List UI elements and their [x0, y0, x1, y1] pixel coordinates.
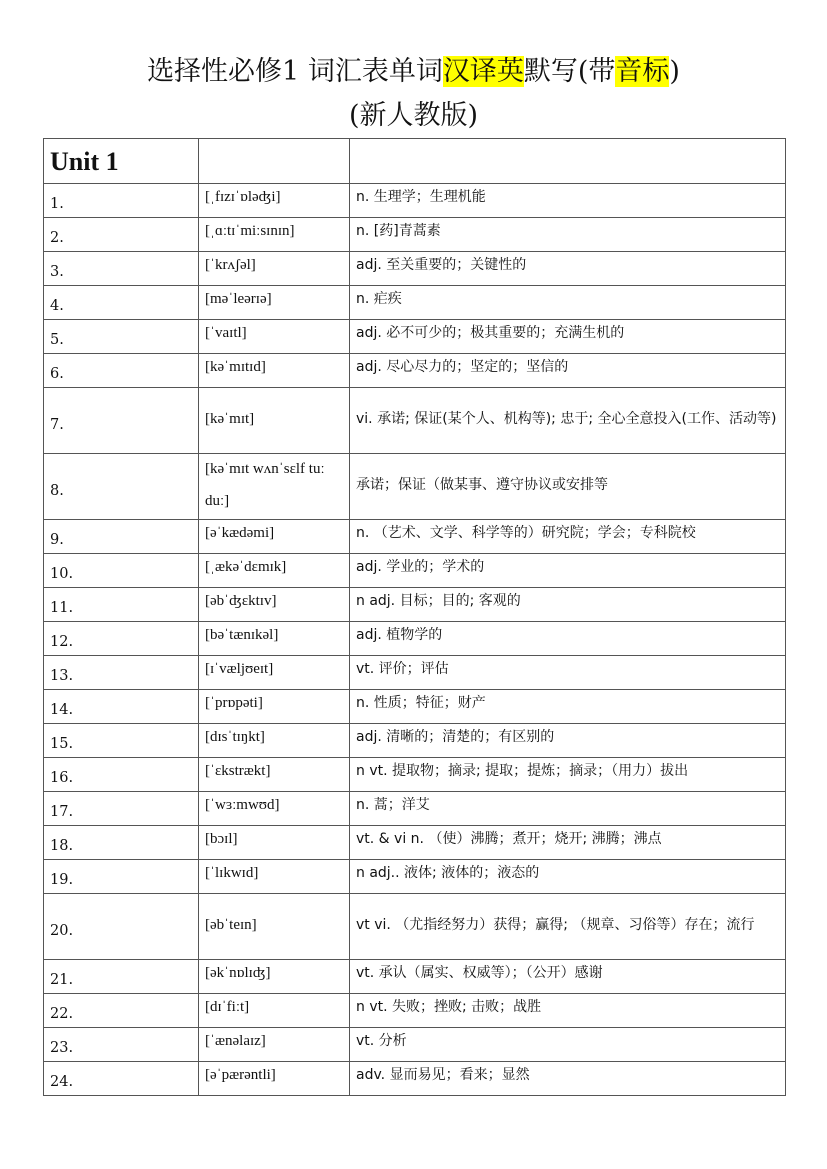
word-number-text: 4.: [50, 298, 64, 314]
meaning-cell: [350, 184, 786, 218]
table-row: [44, 252, 786, 286]
meaning-cell: [350, 218, 786, 252]
meaning-cell-text: n. 性质；特征；财产: [356, 695, 486, 711]
word-number-text: 20.: [50, 922, 74, 939]
phonetic-cell: [199, 184, 350, 218]
phonetic-cell: [199, 894, 350, 960]
word-number-text: 24.: [50, 1074, 74, 1090]
document-subtitle: (新人教版): [348, 100, 479, 131]
meaning-cell: [350, 320, 786, 354]
table-row: [44, 622, 786, 656]
meaning-cell: [350, 388, 786, 454]
table-row: [44, 184, 786, 218]
phonetic-cell: [199, 1028, 350, 1062]
word-number: [44, 656, 199, 690]
table-row: [44, 454, 786, 520]
meaning-cell-text: n adj. 目标；目的; 客观的: [356, 593, 521, 609]
phonetic-cell-text: [ˈænəlaɪz]: [205, 1033, 266, 1049]
meaning-cell-text: adj. 必不可少的；极其重要的；充满生机的: [356, 325, 625, 341]
meaning-cell: [350, 860, 786, 894]
word-number-text: 19.: [50, 872, 74, 888]
phonetic-cell-text: [kəˈmɪt]: [205, 410, 255, 427]
table-row: [44, 218, 786, 252]
phonetic-cell-text: [ˈkrʌʃəl]: [205, 257, 256, 273]
title-text-3: ): [669, 56, 680, 87]
word-number: [44, 1028, 199, 1062]
word-number: [44, 454, 199, 520]
table-row: [44, 960, 786, 994]
table-row: [44, 826, 786, 860]
word-number: [44, 622, 199, 656]
phonetic-cell-text: [ˈwɜːmwʊd]: [205, 797, 280, 813]
meaning-cell: [350, 792, 786, 826]
table-row: [44, 860, 786, 894]
meaning-cell-text: vt vi. （尤指经努力）获得；赢得; （规章、习俗等）存在；流行: [356, 916, 755, 933]
word-number-text: 1.: [50, 196, 64, 212]
word-number: [44, 252, 199, 286]
title-text-1: 选择性必修1 词汇表单词: [147, 56, 443, 87]
meaning-cell-text: adj. 学业的；学术的: [356, 559, 485, 575]
meaning-cell: [350, 758, 786, 792]
phonetic-cell: [199, 656, 350, 690]
phonetic-cell: [199, 792, 350, 826]
vocab-table: [43, 138, 786, 1096]
word-number-text: 18.: [50, 838, 74, 854]
meaning-cell-text: vt. 分析: [356, 1033, 407, 1049]
phonetic-cell-text: [əˈkædəmi]: [205, 525, 275, 541]
phonetic-cell-text: [bəˈtænɪkəl]: [205, 627, 279, 643]
word-number-text: 17.: [50, 804, 74, 820]
word-number-text: 6.: [50, 366, 64, 382]
meaning-cell-text: n. [药]青蒿素: [356, 223, 441, 239]
word-number-text: 15.: [50, 736, 74, 752]
word-number: [44, 792, 199, 826]
phonetic-cell: [199, 354, 350, 388]
word-number-text: 3.: [50, 264, 64, 280]
meaning-cell: [350, 1062, 786, 1096]
table-row: [44, 520, 786, 554]
unit-heading: Unit 1: [44, 139, 199, 184]
phonetic-cell: [199, 1062, 350, 1096]
word-number: [44, 554, 199, 588]
phonetic-cell-text: [əˈpærəntli]: [205, 1067, 276, 1083]
word-number: [44, 724, 199, 758]
phonetic-cell: [199, 320, 350, 354]
word-number-text: 2.: [50, 230, 64, 246]
meaning-cell-text: vt. 评价；评估: [356, 661, 449, 677]
word-number-text: 13.: [50, 668, 74, 684]
table-row: [44, 656, 786, 690]
meaning-cell: [350, 622, 786, 656]
phonetic-cell-text: [ɪˈvæljʊeɪt]: [205, 661, 274, 677]
meaning-cell: [350, 656, 786, 690]
meaning-cell: [350, 520, 786, 554]
table-header-row: [44, 139, 786, 184]
table-row: [44, 690, 786, 724]
word-number: [44, 894, 199, 960]
table-row: [44, 994, 786, 1028]
meaning-cell: [350, 690, 786, 724]
word-number-text: 10.: [50, 566, 74, 582]
word-number: [44, 218, 199, 252]
phonetic-cell-text: [ˈvaɪtl]: [205, 325, 247, 341]
meaning-cell-text: n adj.. 液体; 液体的；液态的: [356, 865, 540, 881]
table-row: [44, 354, 786, 388]
meaning-cell-text: adj. 尽心尽力的；坚定的；坚信的: [356, 359, 569, 375]
word-number-text: 16.: [50, 770, 74, 786]
meaning-cell-text: 承诺；保证（做某事、遵守协议或安排等: [356, 476, 608, 493]
table-row: [44, 792, 786, 826]
meaning-cell: [350, 554, 786, 588]
word-number: [44, 320, 199, 354]
word-number: [44, 354, 199, 388]
word-number-text: 5.: [50, 332, 64, 348]
meaning-cell-text: n. 蒿；洋艾: [356, 797, 430, 813]
table-row: [44, 554, 786, 588]
word-number: [44, 588, 199, 622]
phonetic-cell-text: [ˌfɪzɪˈɒləʤi]: [205, 189, 281, 205]
word-number-text: 9.: [50, 532, 64, 548]
phonetic-cell: [199, 960, 350, 994]
meaning-cell-text: vt. 承认（属实、权威等）；（公开）感谢: [356, 965, 603, 981]
word-number-text: 11.: [50, 600, 74, 616]
meaning-cell-text: n vt. 提取物；摘录; 提取；提炼；摘录；（用力）拔出: [356, 763, 689, 779]
table-row: [44, 588, 786, 622]
phonetic-cell-text: [əbˈteɪn]: [205, 916, 257, 933]
word-number: [44, 758, 199, 792]
title-highlight-2: 音标: [615, 56, 670, 87]
header-phonetic-cell: [199, 139, 350, 184]
meaning-cell: [350, 1028, 786, 1062]
table-row: [44, 894, 786, 960]
meaning-cell: [350, 454, 786, 520]
word-number: [44, 286, 199, 320]
meaning-cell-text: adj. 至关重要的；关键性的: [356, 257, 527, 273]
phonetic-cell: [199, 286, 350, 320]
phonetic-cell: [199, 724, 350, 758]
phonetic-cell-text: [ˈlɪkwɪd]: [205, 865, 259, 881]
meaning-cell-text: adv. 显而易见；看来；显然: [356, 1067, 530, 1083]
phonetic-cell-text: [ˈprɒpəti]: [205, 695, 263, 711]
word-number: [44, 826, 199, 860]
phonetic-cell-text: [bɔɪl]: [205, 831, 238, 847]
meaning-cell-text: adj. 植物学的: [356, 627, 443, 643]
word-number: [44, 1062, 199, 1096]
word-number-text: 21.: [50, 972, 74, 988]
meaning-cell-text: n. 生理学；生理机能: [356, 189, 486, 205]
word-number-text: 23.: [50, 1040, 74, 1056]
word-number: [44, 690, 199, 724]
document-title: [0, 52, 827, 92]
meaning-cell: [350, 994, 786, 1028]
meaning-cell: [350, 354, 786, 388]
meaning-cell-text: adj. 清晰的；清楚的；有区别的: [356, 729, 555, 745]
phonetic-cell-text: [ˈɛkstrækt]: [205, 763, 271, 779]
phonetic-cell: [199, 588, 350, 622]
phonetic-cell-text: [əkˈnɒlɪʤ]: [205, 965, 271, 981]
phonetic-cell: [199, 622, 350, 656]
meaning-cell: [350, 894, 786, 960]
phonetic-cell: [199, 860, 350, 894]
title-highlight-1: 汉译英: [442, 56, 524, 87]
phonetic-cell: [199, 252, 350, 286]
word-number: [44, 860, 199, 894]
phonetic-cell: [199, 520, 350, 554]
word-number: [44, 960, 199, 994]
table-row: [44, 724, 786, 758]
phonetic-cell: [199, 826, 350, 860]
word-number: [44, 388, 199, 454]
phonetic-cell: [199, 758, 350, 792]
meaning-cell-text: vi. 承诺; 保证(某个人、机构等); 忠于; 全心全意投入(工作、活动等): [356, 410, 777, 427]
table-row: [44, 320, 786, 354]
meaning-cell-text: n. 疟疾: [356, 291, 402, 307]
phonetic-cell: [199, 690, 350, 724]
meaning-cell: [350, 724, 786, 758]
table-row: [44, 1062, 786, 1096]
table-row: [44, 758, 786, 792]
phonetic-cell-text: [dɪsˈtɪŋkt]: [205, 729, 265, 745]
header-meaning-cell: [350, 139, 786, 184]
phonetic-cell-text: [dɪˈfiːt]: [205, 999, 250, 1015]
meaning-cell-text: n vt. 失败；挫败; 击败；战胜: [356, 999, 542, 1015]
meaning-cell: [350, 286, 786, 320]
word-number-text: 22.: [50, 1006, 74, 1022]
phonetic-cell-text: [ˌækəˈdɛmɪk]: [205, 559, 287, 575]
phonetic-cell: [199, 994, 350, 1028]
word-number: [44, 184, 199, 218]
word-number-text: 14.: [50, 702, 74, 718]
phonetic-cell-text: [məˈleərɪə]: [205, 291, 272, 307]
table-row: [44, 286, 786, 320]
word-number-text: 12.: [50, 634, 74, 650]
table-row: [44, 388, 786, 454]
meaning-cell: [350, 960, 786, 994]
phonetic-cell: [199, 388, 350, 454]
phonetic-cell-text: [kəˈmɪt wʌnˈsɛlf tuː duː]: [205, 460, 325, 509]
phonetic-cell: [199, 218, 350, 252]
meaning-cell: [350, 252, 786, 286]
phonetic-cell-text: [əbˈʤɛktɪv]: [205, 593, 277, 609]
word-number: [44, 994, 199, 1028]
phonetic-cell-text: [ˌɑːtɪˈmiːsɪnɪn]: [205, 223, 295, 239]
word-number-text: 8.: [50, 482, 64, 499]
meaning-cell: [350, 826, 786, 860]
table-row: [44, 1028, 786, 1062]
meaning-cell-text: n. （艺术、文学、科学等的）研究院；学会；专科院校: [356, 525, 696, 541]
phonetic-cell: [199, 454, 350, 520]
meaning-cell: [350, 588, 786, 622]
phonetic-cell-text: [kəˈmɪtɪd]: [205, 359, 266, 375]
title-text-2: 默写(带: [523, 56, 616, 87]
word-number-text: 7.: [50, 416, 64, 433]
meaning-cell-text: vt. & vi n. （使）沸腾；煮开；烧开; 沸腾；沸点: [356, 831, 662, 847]
phonetic-cell: [199, 554, 350, 588]
word-number: [44, 520, 199, 554]
